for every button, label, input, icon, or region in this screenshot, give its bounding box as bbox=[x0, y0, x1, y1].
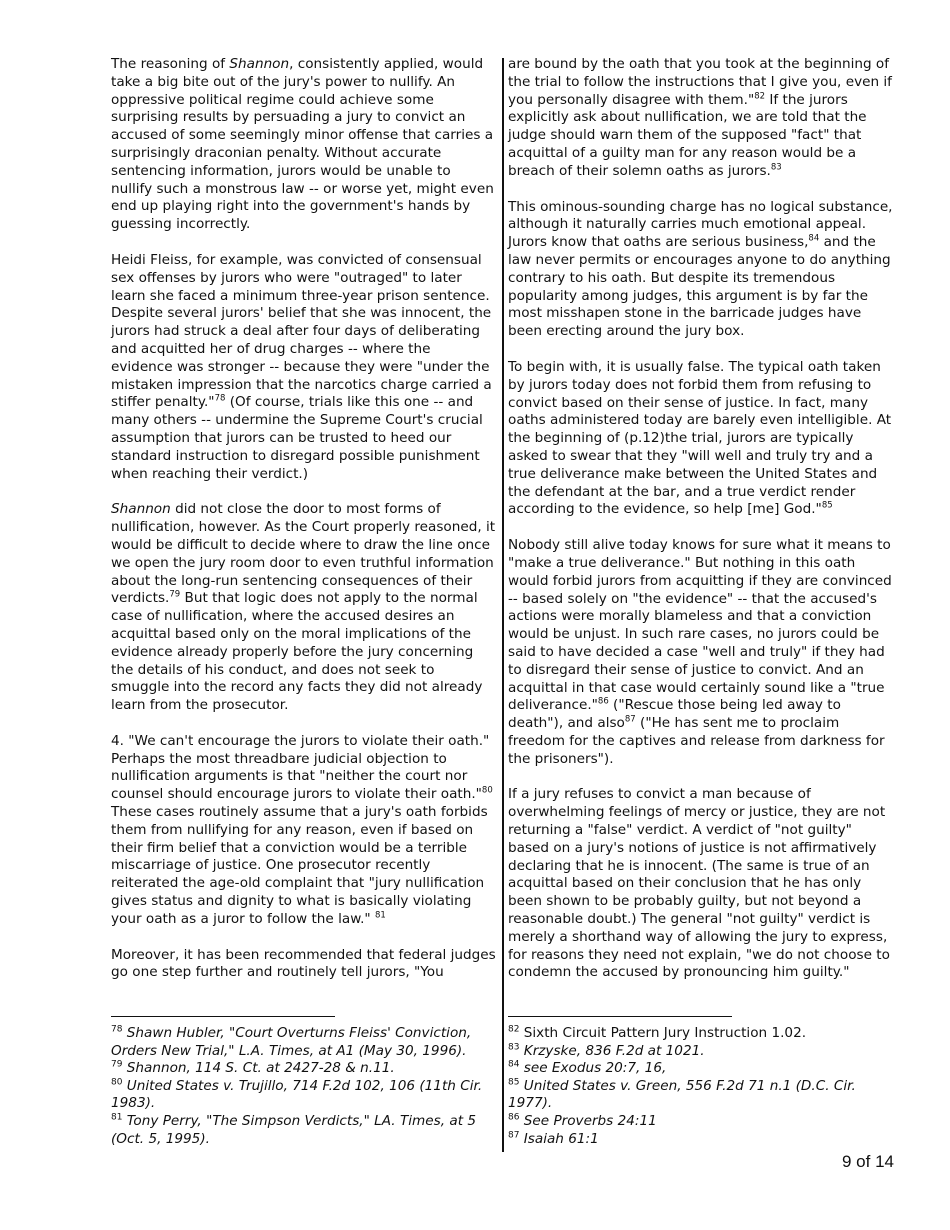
footnotes-left bbox=[111, 1025, 496, 1148]
paragraph: Shannon did not close the door to most forms of nullification, however. As the Court properly reasoned, it would be difficult to decide where to draw the line once we open the jury room door to even truthful information about the long-run sentencing consequences of their verdicts.$^{79}$ But that logic does not apply to the normal case of nullification, where the accused desires an acquittal based only on the moral implications of the evidence already properly before the jury concerning the details of his conduct, and does not seek to smuggle into the record any facts they did not already learn from the prosecutor. bbox=[111, 501, 496, 714]
footnote-ref[interactable]: 87 bbox=[624, 714, 636, 725]
footnote-ref[interactable]: 78 bbox=[214, 393, 226, 404]
footnote-ref[interactable]: 79 bbox=[169, 589, 181, 600]
footnote-ref[interactable]: 81 bbox=[374, 910, 386, 921]
footnote: $^{83}$ Krzyske, 836 F.2d at 1021. bbox=[508, 1042, 705, 1059]
footnote: $^{79}$ Shannon, 114 S. Ct. at 2427-28 & n.11. bbox=[111, 1059, 395, 1077]
paragraph: To begin with, it is usually false. The typical oath taken by jurors today does not forbid them from refusing to convict based on their sense of justice. In fact, many oaths administered today are barely even intelligible. At the beginning of (p.12)the trial, jurors are typically asked to swear that they "will well and truly try and a true deliverance make between the United States and the defendant at the bar, and a true verdict render according to the evidence, so help [me] God."$^{85}$ bbox=[508, 358, 892, 518]
right-column bbox=[508, 56, 893, 982]
footnote: $^{87}$ Isaiah 61:1 bbox=[508, 1130, 599, 1147]
paragraph: are bound by the oath that you took at the beginning of the trial to follow the instructions that I give you, even if you personally disagree with them."$^{82}$ If the jurors explicitly ask about nullification, we are told that the judge should warn them of the supposed "fact" that acquittal of a guilty man for any reason would be a breach of their solemn oaths as jurors.$^{83}$ bbox=[508, 56, 892, 179]
footnote: $^{85}$ United States v. Green, 556 F.2d 71 n.1 (D.C. Cir. 1977). bbox=[508, 1077, 856, 1112]
footnote-ref[interactable]: 82 bbox=[754, 91, 766, 102]
paragraph: Heidi Fleiss, for example, was convicted of consensual sex offenses by jurors who were "outraged" to later learn she faced a minimum three-year prison sentence. Despite several jurors' belief that she was innocent, the jurors had struck a deal after four days of deliberating and acquitted her of drug charges -- where the evidence was stronger -- because they were "under the mistaken impression that the narcotics charge carried a stiffer penalty."$^{78}$ (Of course, trials like this one -- and many others -- undermine the Supreme Court's crucial assumption that jurors can be trusted to heed our standard instruction to disregard possible punishment when reaching their verdict.) bbox=[111, 251, 492, 482]
paragraph: Nobody still alive today knows for sure what it means to "make a true deliverance." But nothing in this oath would forbid jurors from acquitting if they are convinced -- based solely on "the evidence" -- that the accused's actions were morally blameless and that a conviction would be unjust. In such rare cases, no jurors could be said to have decided a case "well and truly" if they had to disregard their sense of justice to convict. And an acquittal in that case would certainly sound like a "true deliverance."$^{86}$ ("Rescue those being led away to death"), and also$^{87}$ ("He has sent me to proclaim freedom for the captives and release from darkness for the prisoners"). bbox=[508, 537, 892, 767]
paragraph: The reasoning of Shannon, consistently applied, would take a big bite out of the jury's power to nullify. An oppressive political regime could achieve some surprising results by persuading a jury to convict an accused of some seemingly minor offense that carries a surprisingly draconian penalty. Without accurate sentencing information, jurors would be unable to nullify such a monstrous law -- or worse yet, might even end up playing right into the government's hands by guessing incorrectly. bbox=[111, 56, 494, 233]
footnote-separator bbox=[508, 1016, 732, 1017]
page-number: 9 of 14 bbox=[842, 1152, 894, 1171]
column-divider bbox=[502, 58, 504, 1152]
footnote: $^{80}$ United States v. Trujillo, 714 F.2d 102, 106 (11th Cir. 1983). bbox=[111, 1077, 483, 1112]
paragraph: This ominous-sounding charge has no logical substance, although it naturally carries much emotional appeal. Jurors know that oaths are serious business,$^{84}$ and the law never permits or encourages anyone to do anything contrary to his oath. But despite its tremendous popularity among judges, this argument is by far the most misshapen stone in the barricade judges have been erecting around the jury box. bbox=[508, 198, 893, 340]
footnote-ref[interactable]: 83 bbox=[770, 162, 782, 173]
paragraph: Moreover, it has been recommended that federal judges go one step further and routinely tell jurors, "You bbox=[111, 946, 496, 981]
footnote: $^{86}$ See Proverbs 24:11 bbox=[508, 1112, 657, 1129]
footnote-separator bbox=[111, 1016, 335, 1017]
footnote-ref[interactable]: 80 bbox=[481, 785, 493, 796]
footnote: $^{84}$ see Exodus 20:7, 16, bbox=[508, 1059, 667, 1077]
footnote-ref[interactable]: 84 bbox=[808, 233, 820, 244]
footnote-ref[interactable]: 85 bbox=[821, 500, 833, 511]
paragraph: If a jury refuses to convict a man because of overwhelming feelings of mercy or justice, they are not returning a "false" verdict. A verdict of "not guilty" based on a jury's notions of justice is not affirmatively declaring that he is innocent. (The same is true of an acquittal based on their conclusion that he has only been shown to be probably guilty, but not beyond a reasonable doubt.) The general "not guilty" verdict is merely a shorthand way of allowing the jury to express, for reasons they need not explain, "we do not choose to condemn the accused by pronouncing him guilty." bbox=[508, 786, 890, 981]
paragraph: 4. "We can't encourage the jurors to violate their oath." Perhaps the most threadbare judicial objection to nullification arguments is that "neither the court nor counsel should encourage jurors to violate their oath."$^{80}$ These cases routinely assume that a jury's oath forbids them from nullifying for any reason, even if based on their firm belief that a conviction would be a terrible miscarriage of justice. One prosecutor recently reiterated the age-old complaint that "jury nullification gives status and dignity to what is basically violating your oath as a juror to follow the law." $^{81}$ bbox=[111, 732, 493, 927]
footnote: $^{78}$ Shawn Hubler, "Court Overturns Fleiss' Conviction, Orders New Trial," L.A. Times, at A1 (May 30, 1996). bbox=[111, 1024, 472, 1059]
footnote: $^{82}$ Sixth Circuit Pattern Jury Instruction 1.02. bbox=[508, 1024, 807, 1041]
footnotes-right bbox=[508, 1025, 893, 1148]
footnote-ref[interactable]: 86 bbox=[597, 696, 609, 707]
left-column bbox=[111, 56, 496, 982]
footnote: $^{81}$ Tony Perry, "The Simpson Verdicts," LA. Times, at 5 (Oct. 5, 1995). bbox=[111, 1112, 476, 1147]
